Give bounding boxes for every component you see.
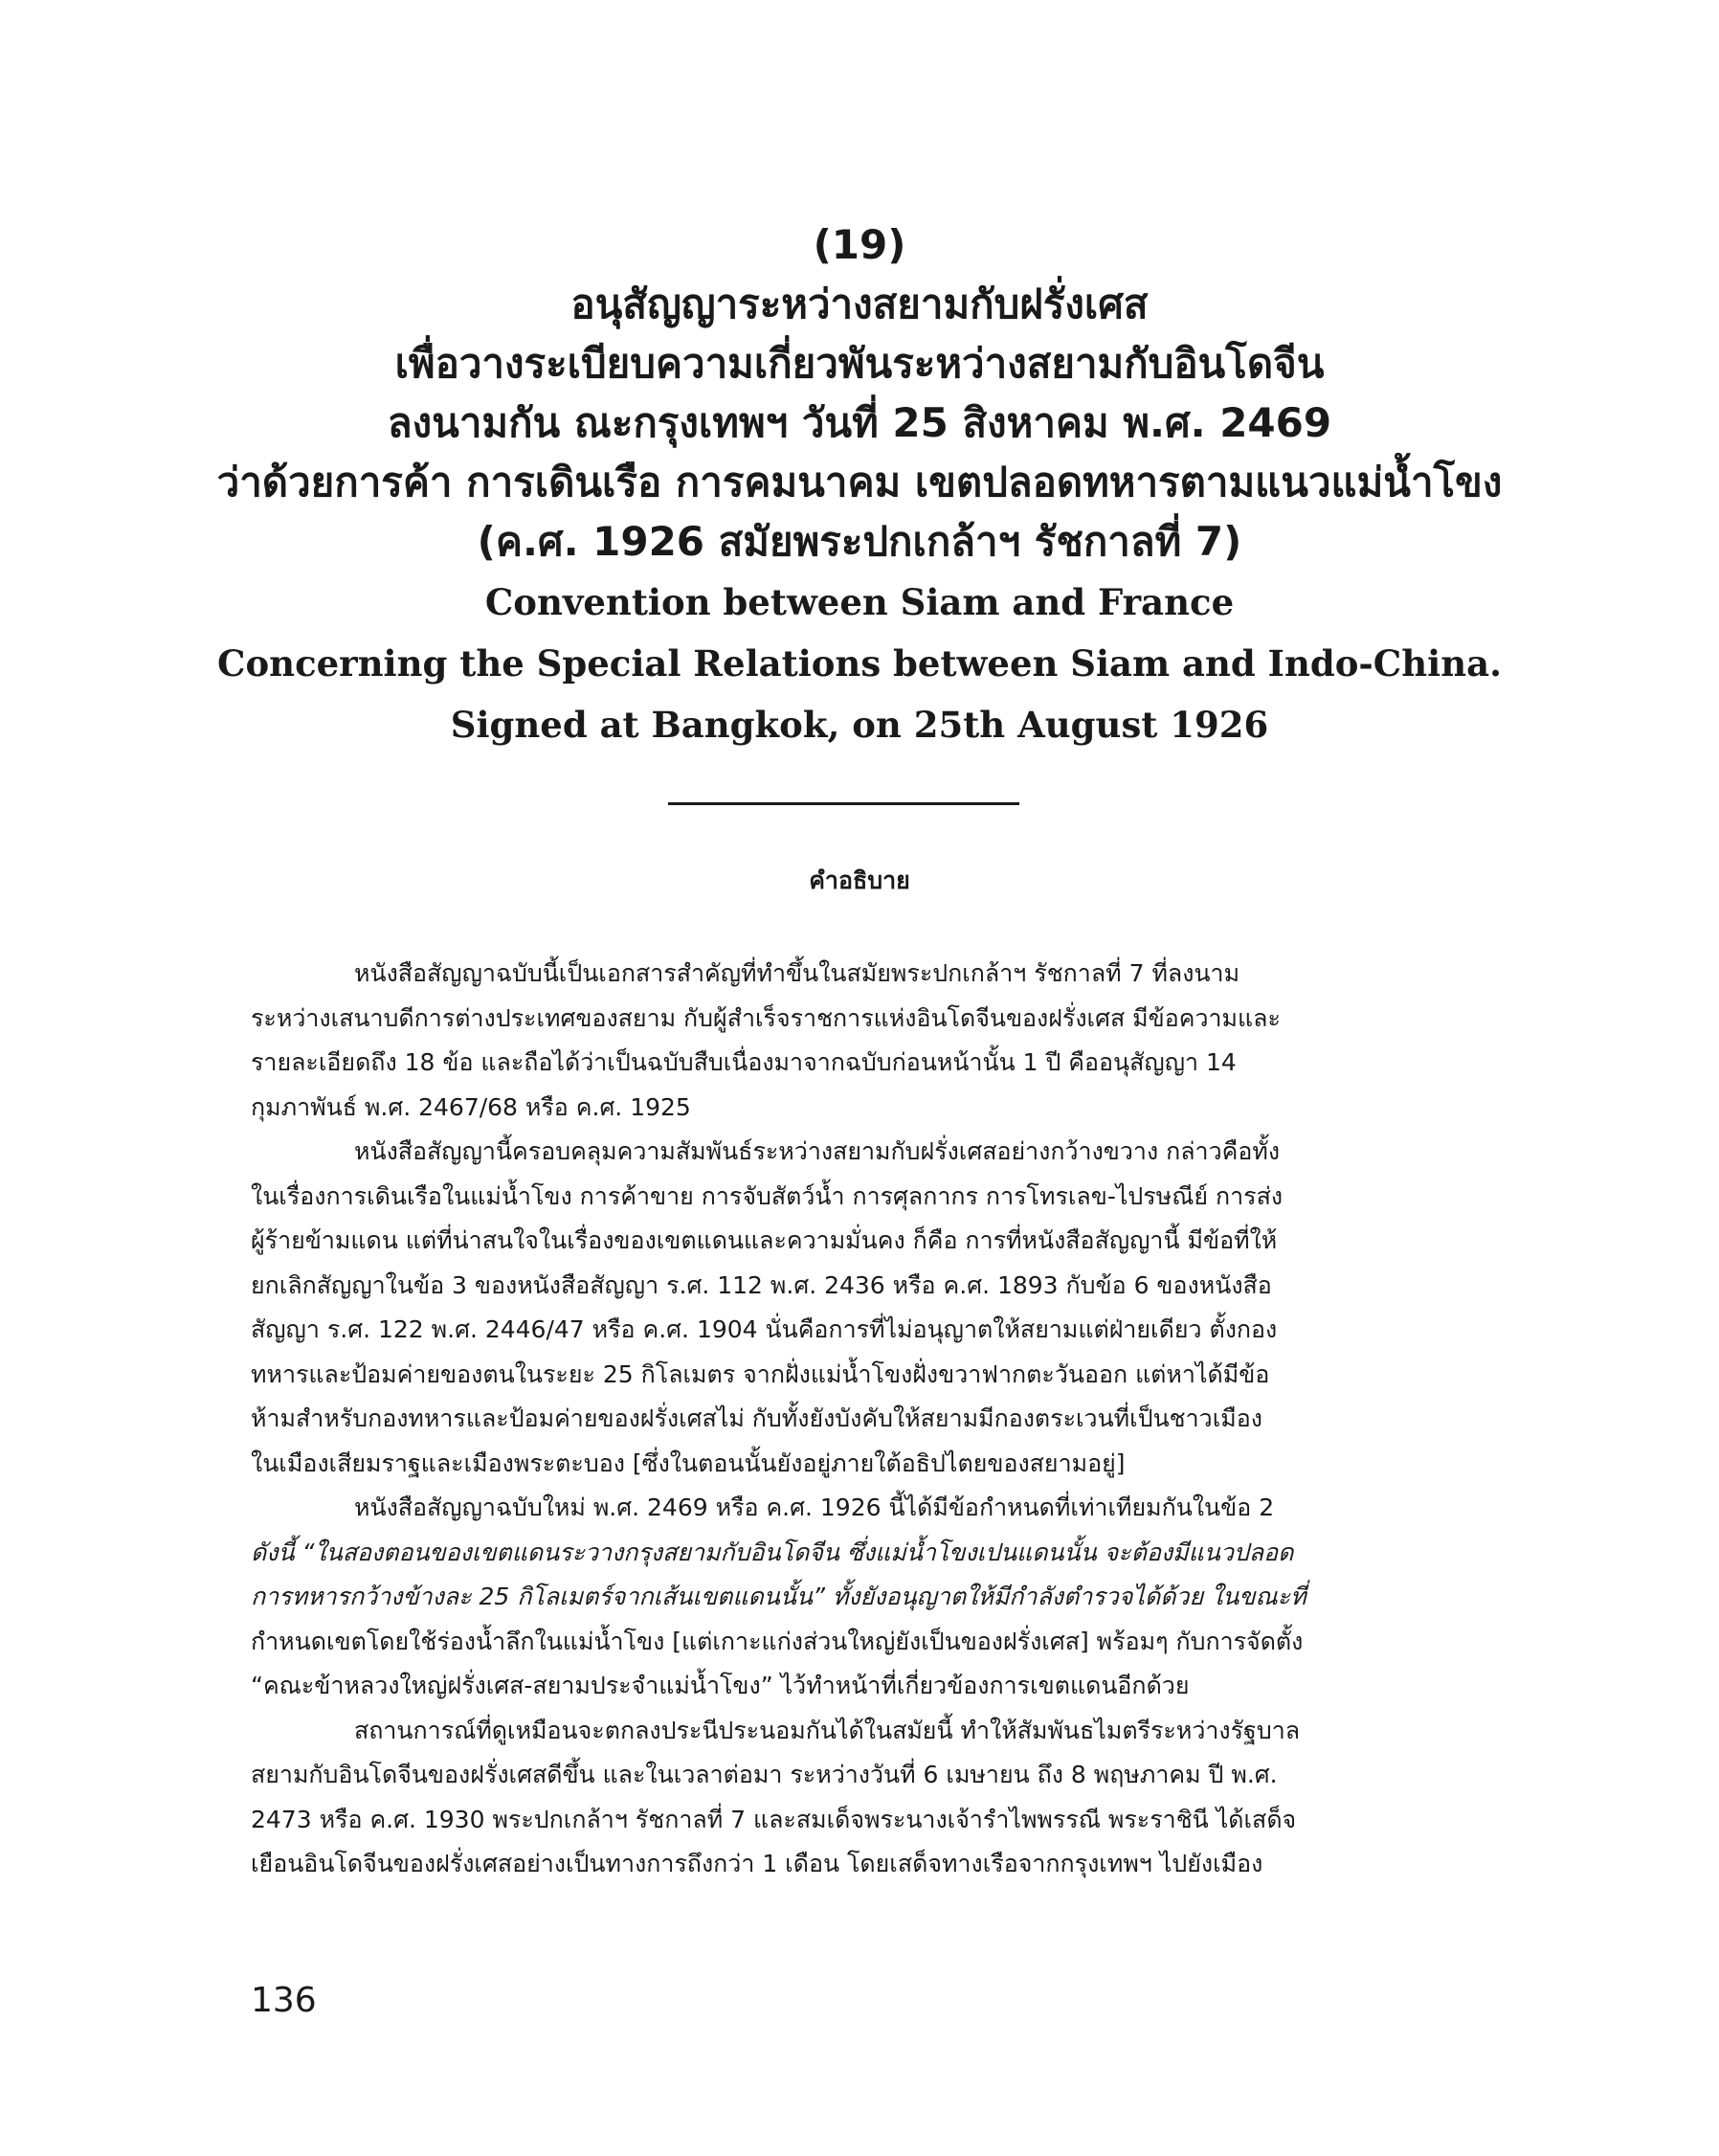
body-line: หนังสือสัญญาฉบับใหม่ พ.ศ. 2469 หรือ ค.ศ. 1926 นี้ได้มีข้อกำหนดที่เท่าเทียมกันในข้อ 2 [354, 1493, 1275, 1521]
body-line: หนังสือสัญญานี้ครอบคลุมความสัมพันธ์ระหว่างสยามกับฝรั่งเศสอย่างกว้างขวาง กล่าวคือทั้ง [354, 1137, 1281, 1165]
horizontal-divider [668, 802, 1019, 805]
thai-title-line: เพื่อวางระเบียบความเกี่ยวพันระหว่างสยามกับอินโดจีน [394, 340, 1325, 387]
body-line: ในเมืองเสียมราฐและเมืองพระตะบอง [ซึ่งในตอนนั้นยังอยู่ภายใต้อธิปไตยของสยามอยู่] [251, 1449, 1126, 1477]
thai-title-line: ว่าด้วยการค้า การเดินเรือ การคมนาคม เขตปลอดทหารตามแนวแม่น้ำโขง [216, 459, 1503, 505]
body-line-quote: ดังนี้ “ในสองตอนของเขตแดนระวางกรุงสยามกับอินโดจีน ซึ่งแม่น้ำโขงเปนแดนนั้น จะต้องมีแนวปลอด [251, 1538, 1294, 1566]
body-line: ในเรื่องการเดินเรือในแม่น้ำโขง การค้าขาย การจับสัตว์น้ำ การศุลกากร การโทรเลข-ไปรษณีย์ การส่ง [251, 1181, 1284, 1210]
body-line: สัญญา ร.ศ. 122 พ.ศ. 2446/47 หรือ ค.ศ. 1904 นั่นคือการที่ไม่อนุญาตให้สยามแต่ฝ่ายเดียว ตั้งกอง [251, 1315, 1278, 1343]
treaty-number: (19) [813, 221, 906, 268]
body-line: กุมภาพันธ์ พ.ศ. 2467/68 หรือ ค.ศ. 1925 [251, 1092, 691, 1121]
page-number: 136 [251, 1981, 317, 2020]
thai-title-line: ลงนามกัน ณะกรุงเทพฯ วันที่ 25 สิงหาคม พ.ศ. 2469 [387, 399, 1332, 446]
body-line: ทหารและป้อมค่ายของตนในระยะ 25 กิโลเมตร จากฝั่งแม่น้ำโขงฝั่งขวาฟากตะวันออก แต่หาได้มีข้อ [251, 1359, 1270, 1388]
english-title-line: Convention between Siam and France [484, 581, 1235, 623]
body-text [251, 952, 1438, 1887]
title-block [0, 215, 1719, 755]
body-line: ผู้ร้ายข้ามแดน แต่ที่น่าสนใจในเรื่องของเขตแดนและความมั่นคง ก็คือ การที่หนังสือสัญญานี้ มีข้อที่ให้ [251, 1226, 1278, 1254]
body-line: รายละเอียดถึง 18 ข้อ และถือได้ว่าเป็นฉบับสืบเนื่องมาจากฉบับก่อนหน้านั้น 1 ปี คืออนุสัญญา 14 [251, 1048, 1237, 1076]
body-line-quote: การทหารกว้างข้างละ 25 กิโลเมตร์จากเส้นเขตแดนนั้น” ทั้งยังอนุญาตให้มีกำลังตำรวจได้ด้วย ในขณะที่ [251, 1583, 1306, 1610]
thai-title-line: อนุสัญญาระหว่างสยามกับฝรั่งเศส [570, 281, 1149, 327]
body-line: ยกเลิกสัญญาในข้อ 3 ของหนังสือสัญญา ร.ศ. 112 พ.ศ. 2436 หรือ ค.ศ. 1893 กับข้อ 6 ของหนังสือ [251, 1270, 1272, 1299]
thai-title-line: (ค.ศ. 1926 สมัยพระปกเกล้าฯ รัชกาลที่ 7) [477, 518, 1242, 565]
body-line: เยือนอินโดจีนของฝรั่งเศสอย่างเป็นทางการถึงกว่า 1 เดือน โดยเสด็จทางเรือจากกรุงเทพฯ ไปยังเมือง [251, 1850, 1263, 1877]
body-line: “คณะข้าหลวงใหญ่ฝรั่งเศส-สยามประจำแม่น้ำโขง” ไว้ทำหน้าที่เกี่ยวข้องการเขตแดนอีกด้วย [251, 1672, 1190, 1699]
body-line: ระหว่างเสนาบดีการต่างประเทศของสยาม กับผู้สำเร็จราชการแห่งอินโดจีนของฝรั่งเศส มีข้อความและ [251, 1003, 1281, 1032]
body-line: สยามกับอินโดจีนของฝรั่งเศสดีขึ้น และในเวลาต่อมา ระหว่างวันที่ 6 เมษายน ถึง 8 พฤษภาคม ปี พ.ศ. [251, 1761, 1278, 1788]
body-line: กำหนดเขตโดยใช้ร่องน้ำลึกในแม่น้ำโขง [แต่เกาะแก่งส่วนใหญ่ยังเป็นของฝรั่งเศส] พร้อมๆ กับการจัดตั้ง [251, 1627, 1304, 1655]
body-line: สถานการณ์ที่ดูเหมือนจะตกลงประนีประนอมกันได้ในสมัยนี้ ทำให้สัมพันธไมตรีระหว่างรัฐบาล [354, 1716, 1301, 1744]
body-line: หนังสือสัญญาฉบับนี้เป็นเอกสารสำคัญที่ทำขึ้นในสมัยพระปกเกล้าฯ รัชกาลที่ 7 ที่ลงนาม [354, 959, 1240, 987]
english-title-line: Concerning the Special Relations between Siam and Indo-China. [217, 642, 1502, 685]
english-title-line: Signed at Bangkok, on 25th August 1926 [450, 704, 1269, 746]
section-heading: คำอธิบาย [809, 866, 910, 894]
body-line: ห้ามสำหรับกองทหารและป้อมค่ายของฝรั่งเศสไม่ กับทั้งยังบังคับให้สยามมีกองตระเวนที่เป็นชาวเมือง [251, 1404, 1262, 1432]
body-line: 2473 หรือ ค.ศ. 1930 พระปกเกล้าฯ รัชกาลที่ 7 และสมเด็จพระนางเจ้ารำไพพรรณี พระราชินี ได้เสด็จ [251, 1805, 1297, 1833]
